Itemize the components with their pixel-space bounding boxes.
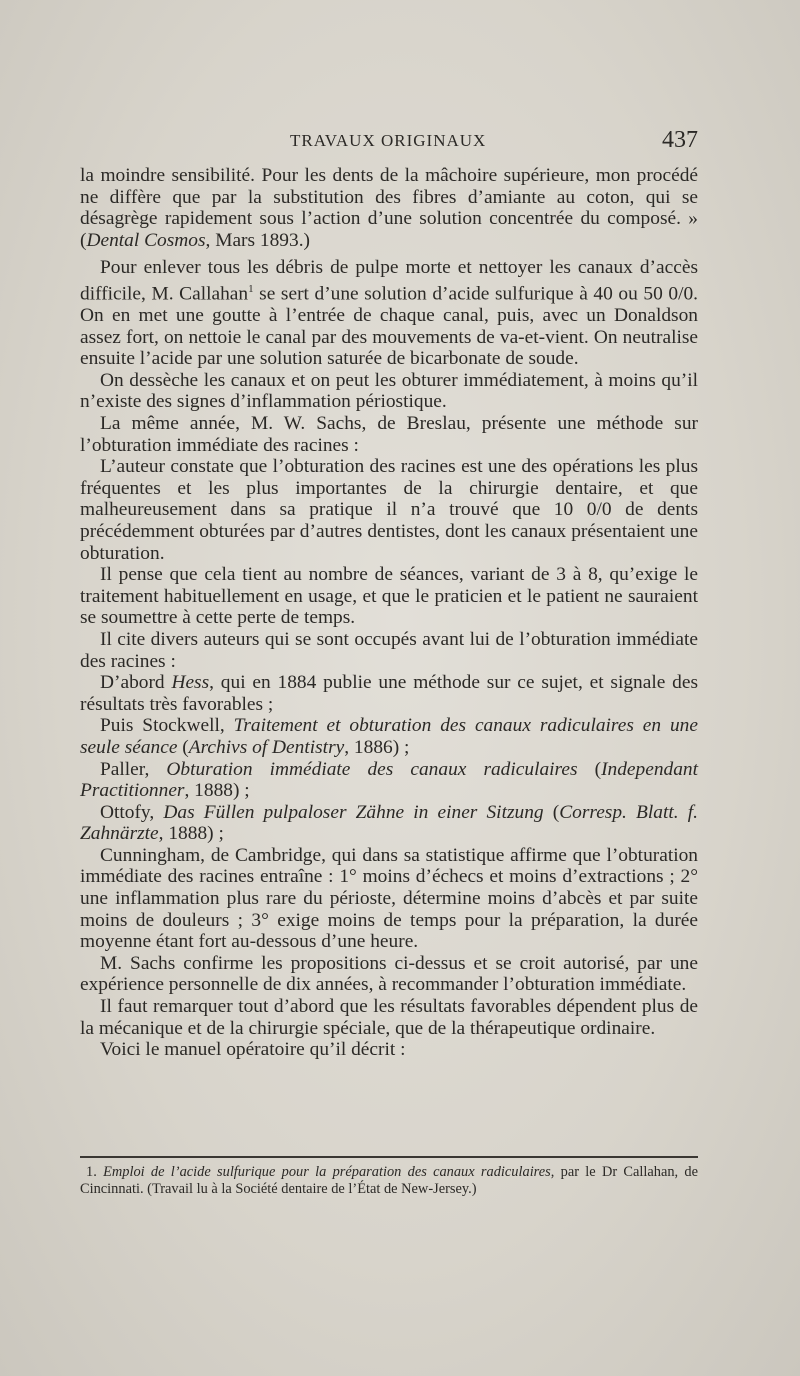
text-run: Il faut remarquer tout d’abord que les résultats favorables dépendent plus de la mécanique et de la chirurgie spéciale, que de la thérapeutique ordinaire. xyxy=(80,996,698,1039)
text-run: Puis Stockwell, xyxy=(100,715,234,737)
footnote-marker: 1 xyxy=(248,282,254,295)
text-run: , 1888) ; xyxy=(184,780,250,802)
paragraph xyxy=(80,953,698,996)
paragraph xyxy=(80,564,698,629)
paragraph xyxy=(80,802,698,845)
text-run: Cunningham, de Cambridge, qui dans sa statistique affirme que l’obturation immédiate des racines entraîne : 1° moins d’échecs et moins d’extractions ; 2° une inflammation plus rare du périoste, détermine moins d’abcès et par suite moins de douleurs ; 3° exige moins de temps pour la préparation, la durée moyenne étant fort au-dessous d’une heure. xyxy=(80,844,698,953)
text-run: D’abord xyxy=(100,672,172,694)
paragraph xyxy=(80,370,698,413)
paragraph xyxy=(80,715,698,758)
text-run: ( xyxy=(177,736,189,758)
text-run: L’auteur constate que l’obturation des racines est une des opérations les plus fréquentes et les plus importantes de la chirurgie dentaire, et que malheureusement dans sa pratique il n’a trouvé que 10 0/0 de dents précédemment obturées par d’autres dentistes, dont les canaux présentaient une obturation. xyxy=(80,456,698,564)
text-run: , 1886) ; xyxy=(344,736,410,758)
text-run: La même année, M. W. Sachs, de Breslau, présente une méthode sur l’obturation immédiate des racines : xyxy=(80,413,698,456)
body-text xyxy=(80,165,698,1061)
text-run: ( xyxy=(577,758,602,780)
text-run: , Mars 1893.) xyxy=(205,229,310,251)
paragraph xyxy=(80,759,698,802)
page-number: 437 xyxy=(662,127,698,153)
italic-text: Das Füllen pulpaloser Zähne in einer Sitzung xyxy=(163,801,544,823)
paragraph xyxy=(80,257,698,369)
paragraph xyxy=(80,456,698,564)
footnote-separator xyxy=(80,1156,698,1158)
text-run: M. Sachs confirme les propositions ci-dessus et se croit autorisé, par une expérience personnelle de dix années, à recommander l’obturation immédiate. xyxy=(80,952,698,996)
paragraph xyxy=(80,413,698,456)
italic-text: Dental Cosmos xyxy=(86,229,206,251)
paragraph xyxy=(80,845,698,953)
footnote-text xyxy=(80,1164,698,1198)
italic-text: Emploi de l’acide sulfurique pour la préparation des canaux radiculaires xyxy=(103,1164,551,1180)
text-run: se sert d’une solution d’acide sulfurique à 40 ou 50 0/0. On en met une goutte à l’entrée de chaque canal, puis, avec un Donaldson assez fort, on nettoie le canal par des mouvements de va-et-vient. On neutralise ensuite l’acide par une solution saturée de bicarbonate de soude. xyxy=(80,283,698,370)
paragraph xyxy=(80,165,698,251)
text-run: , qui en 1884 publie une méthode sur ce sujet, et signale des résultats très favorables ; xyxy=(80,672,698,715)
italic-text: Obturation immédiate des canaux radiculaires xyxy=(166,758,578,780)
text-run: , 1888) ; xyxy=(158,823,224,845)
text-run: la moindre sensibilité. Pour les dents de la mâchoire supérieure, mon procédé ne diffère que par la substitution des fibres d’amiante au coton, qui se désagrège rapidement sous l’action d’une solution concentrée du composé. » ( xyxy=(80,165,698,251)
italic-text: Hess xyxy=(171,672,210,694)
text-run: Voici le manuel opératoire qu’il décrit : xyxy=(100,1039,406,1061)
page-header xyxy=(80,127,698,155)
text-run: Il cite divers auteurs qui se sont occupés avant lui de l’obturation immédiate des racines : xyxy=(80,628,698,672)
running-head: TRAVAUX ORIGINAUX xyxy=(290,131,487,150)
text-run: ( xyxy=(543,801,560,823)
footnote xyxy=(80,1164,698,1198)
italic-text: Independant Practitionner xyxy=(80,758,698,802)
italic-text: Corresp. Blatt. f. Zahnärzte xyxy=(80,801,698,845)
italic-text: Archivs of Dentistry xyxy=(188,736,345,758)
paragraph xyxy=(80,1039,698,1061)
italic-text: Traitement et obturation des canaux radiculaires en une seule séance xyxy=(80,715,698,758)
text-run: On dessèche les canaux et on peut les obturer immédiatement, à moins qu’il n’existe des signes d’inflammation périostique. xyxy=(80,369,698,413)
text-run: Ottofy, xyxy=(100,801,164,823)
paragraph xyxy=(80,629,698,672)
paragraph xyxy=(80,672,698,715)
text-run: , par le Dr Callahan, de Cincinnati. (Travail lu à la Société dentaire de l’État de New-Jersey.) xyxy=(80,1164,699,1197)
text-run: Pour enlever tous les débris de pulpe morte et nettoyer les canaux d’accès difficile, M. Callahan xyxy=(80,257,698,305)
text-run: Il pense que cela tient au nombre de séances, variant de 3 à 8, qu’exige le traitement habituellement en usage, et que le praticien et le patient ne sauraient se soumettre à cette perte de temps. xyxy=(80,564,698,629)
text-run: 1. xyxy=(86,1164,104,1180)
text-run: Paller, xyxy=(100,758,167,780)
paragraph xyxy=(80,996,698,1039)
